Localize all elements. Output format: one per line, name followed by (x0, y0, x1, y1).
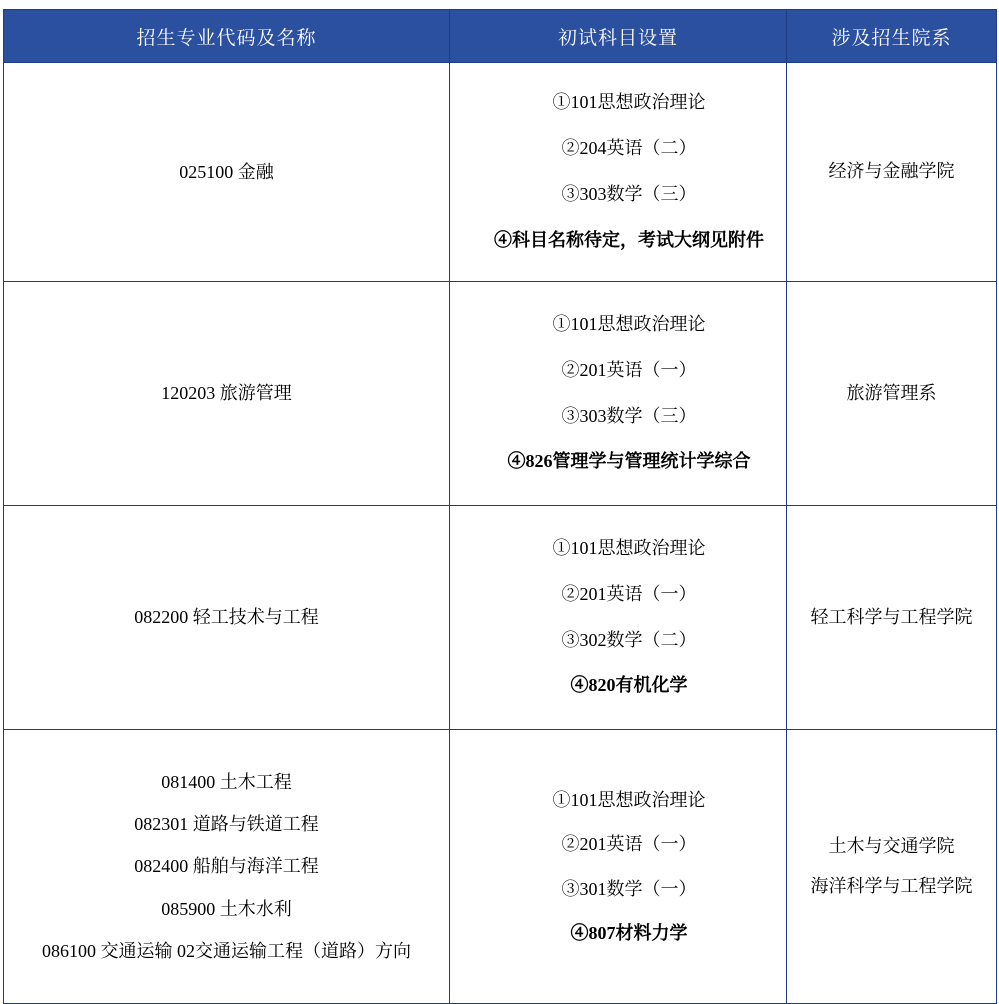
subject-item: ③301数学（一） (561, 878, 697, 899)
subject-item: ④科目名称待定，考试大纲见附件 (494, 229, 764, 250)
department-cell (787, 63, 997, 282)
department-cell (787, 730, 997, 1004)
department-cell (787, 506, 997, 730)
major-item: 025100 金融 (179, 161, 274, 182)
subject-item: ②201英语（一） (561, 583, 697, 604)
subject-item: ④807材料力学 (570, 922, 688, 943)
table-header-row (4, 10, 997, 63)
subject-item: ③303数学（三） (561, 184, 697, 204)
department-item: 轻工科学与工程学院 (810, 606, 973, 627)
table-row (4, 730, 997, 1004)
subjects-cell (450, 506, 787, 730)
subjects-cell (450, 730, 787, 1004)
major-item: 085900 土木水利 (161, 898, 292, 919)
department-cell (787, 282, 997, 506)
subject-item: ②201英语（一） (561, 359, 697, 380)
major-item: 082200 轻工技术与工程 (134, 607, 319, 628)
major-item: 081400 土木工程 (161, 771, 292, 792)
admissions-table-container (0, 9, 999, 1004)
column-header-major: 招生专业代码及名称 (4, 10, 450, 63)
subject-item: ①101思想政治理论 (552, 790, 706, 811)
table-row (4, 506, 997, 730)
subject-item: ④820有机化学 (570, 675, 688, 696)
major-cell (4, 63, 450, 282)
subject-item: ④826管理学与管理统计学综合 (507, 451, 751, 472)
major-cell (4, 730, 450, 1004)
subject-item: ①101思想政治理论 (552, 537, 706, 558)
major-item: 086100 交通运输 02交通运输工程（道路）方向 (42, 940, 411, 961)
subject-item: ③303数学（三） (561, 405, 697, 426)
subject-item: ③302数学（二） (561, 629, 697, 650)
subject-item: ②204英语（二） (561, 138, 697, 159)
table-row (4, 282, 997, 506)
major-item: 082301 道路与铁道工程 (134, 814, 319, 835)
department-item: 海洋科学与工程学院 (810, 875, 973, 896)
major-item: 082400 船舶与海洋工程 (134, 856, 319, 877)
major-cell (4, 282, 450, 506)
major-cell (4, 506, 450, 730)
column-header-subjects: 初试科目设置 (450, 10, 787, 63)
major-item: 120203 旅游管理 (161, 383, 292, 404)
subject-item: ①101思想政治理论 (552, 313, 706, 334)
department-item: 经济与金融学院 (828, 161, 955, 182)
department-item: 旅游管理系 (846, 382, 937, 403)
subjects-cell (450, 63, 787, 282)
table-header (4, 10, 997, 63)
subjects-cell (450, 282, 787, 506)
department-item: 土木与交通学院 (828, 835, 955, 856)
subject-item: ①101思想政治理论 (552, 92, 706, 113)
table-row (4, 63, 997, 282)
admissions-table (3, 9, 997, 1004)
table-body (4, 63, 997, 1004)
column-header-department: 涉及招生院系 (787, 10, 997, 63)
subject-item: ②201英语（一） (561, 834, 697, 855)
